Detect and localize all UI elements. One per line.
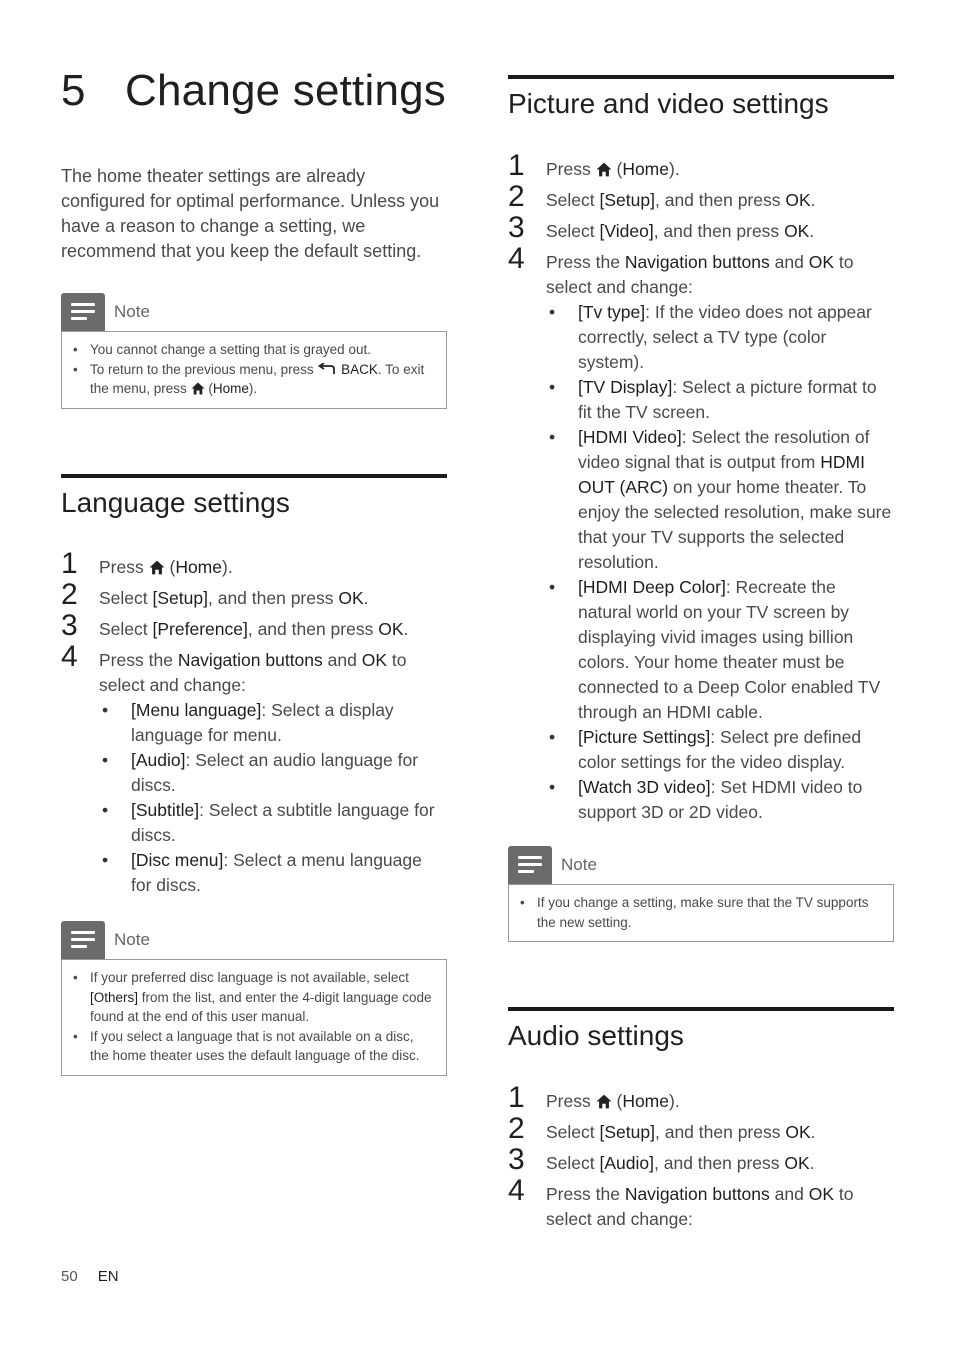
step-1: 1 Press (Home). [61,547,233,580]
home-icon [596,1094,612,1109]
note-header [508,846,894,884]
ok-label: OK [784,1153,810,1173]
step-3 [61,609,447,642]
option-item [546,425,894,575]
note-icon [61,293,105,331]
step-text: to select and change: [99,650,407,695]
option-item [546,300,894,375]
hdmi-out-label: HDMI OUT (ARC) [578,452,865,497]
option-desc: : Recreate the natural world on your TV screen by displaying vivid images using billion colors. Your home theater must be connected to a Deep Color enabled TV through an HDMI cable. [578,577,881,722]
audio-settings-section [508,1007,894,1238]
note-body [61,959,447,1076]
option-item [546,725,894,775]
step-number: 4 [508,1174,525,1207]
note-box-picture [508,846,894,942]
option-item [99,798,447,848]
menu-setup: [Setup] [599,1122,655,1142]
step-text: . [363,588,369,608]
option-item [99,848,447,898]
note-label: Note [114,930,150,949]
navigation-buttons-label: Navigation buttons [177,650,323,670]
intro-paragraph: The home theater settings are already configured for optimal performance. Unless you have a reason to change a setting, we recommend that you keep the default setting. [61,166,440,261]
step-text: Select [546,221,595,241]
step-text: Press [546,1091,591,1111]
step-number: 3 [508,211,525,244]
section-rule [508,1007,894,1011]
option-desc: : Select a subtitle language for discs. [131,800,435,845]
ok-label: OK [361,650,388,670]
chapter-title [61,66,446,116]
option-list [546,300,894,825]
menu-setup: [Setup] [599,190,655,210]
option-desc: : Select an audio language for discs. [131,750,419,795]
step-text: , and then press [654,1122,781,1142]
note-text: ). [248,381,258,396]
language-code: EN [97,1268,119,1285]
option-term: [Audio] [131,750,186,770]
step-text: Select [546,1122,595,1142]
step-text: . [809,221,815,241]
step-2 [508,1112,894,1145]
option-desc: : Select a menu language for discs. [131,850,422,895]
step-text: Select [99,619,148,639]
page-footer [61,1268,119,1285]
note-text: You cannot change a setting that is grayed out. [90,342,371,357]
menu-preference: [Preference] [152,619,248,639]
step-4 [508,242,894,825]
step-text: Press the [99,650,173,670]
step-text: , and then press [654,1153,780,1173]
step-text: and [327,650,357,670]
step-2 [61,578,447,611]
note-text: If your preferred disc language is not available, select [90,970,409,985]
note-icon [508,846,552,884]
step-text: ). [222,557,233,577]
note-item: • To return to the previous menu, press BACK. To exit the menu, press (Home). [72,360,434,399]
step-text: Select [99,588,148,608]
step-text: . [809,1153,815,1173]
step-text: ). [669,1091,680,1111]
chapter-title-text: Change settings [125,66,446,115]
language-settings-section [61,474,447,904]
option-term: [TV Display] [578,377,673,397]
note-body [508,884,894,942]
ok-label: OK [785,190,811,210]
option-term: [Menu language] [131,700,262,720]
back-label: BACK [341,361,378,377]
home-label: Home [622,159,669,179]
step-number: 2 [508,180,525,213]
step-text: , and then press [654,190,781,210]
option-item [546,775,894,825]
step-number: 3 [508,1143,525,1176]
note-body [61,331,447,409]
option-item [546,575,894,725]
step-text: Select [546,1153,595,1173]
note-box-general [61,293,447,409]
home-icon [596,162,612,177]
option-desc: : Select pre defined color settings for the video display. [578,727,862,772]
note-text: If you change a setting, make sure that the TV supports the new setting. [537,895,869,930]
step-4 [508,1174,894,1232]
step-number: 1 [61,547,78,580]
ok-label: OK [784,221,810,241]
step-number: 3 [61,609,78,642]
step-text: Press [546,159,591,179]
note-text: If you select a language that is not available on a disc, the home theater uses the default language of the disc. [90,1028,420,1063]
picture-video-settings-section [508,75,894,831]
step-number: 1 [508,1081,525,1114]
option-term: [Picture Settings] [578,727,711,747]
option-term: [Disc menu] [131,850,224,870]
step-text: , and then press [207,588,334,608]
step-1: 1 Press (Home). [508,1081,680,1114]
note-header [61,293,447,331]
step-text: and [774,252,804,272]
option-desc: on your home theater. To enjoy the selected resolution, make sure that your TV supports the selected resolution. [578,477,892,572]
chapter-number: 5 [61,66,86,115]
menu-video: [Video] [599,221,654,241]
option-desc: : Select a picture format to fit the TV screen. [578,377,877,422]
section-title: Language settings [61,487,290,518]
step-text: to select and change: [546,1184,854,1229]
step-number: 4 [61,640,78,673]
step-text: , and then press [247,619,374,639]
section-title: Audio settings [508,1020,684,1051]
step-text: ). [669,159,680,179]
step-number: 2 [508,1112,525,1145]
menu-setup: [Setup] [152,588,208,608]
ok-label: OK [808,1184,835,1204]
step-number: 2 [61,578,78,611]
step-text: Press the [546,1184,620,1204]
note-icon [61,921,105,959]
note-item [72,340,434,360]
step-text: Select [546,190,595,210]
option-term: [Subtitle] [131,800,200,820]
step-2 [508,180,894,213]
steps-list [61,547,447,898]
option-item [99,698,447,748]
step-number: 1 [508,149,525,182]
option-term: [Watch 3D video] [578,777,711,797]
home-label: Home [175,557,222,577]
section-rule [508,75,894,79]
back-icon [317,363,337,376]
home-label: Home [212,381,249,396]
option-desc: : Set HDMI video to support 3D or 2D video. [578,777,863,822]
ok-label: OK [785,1122,811,1142]
home-icon [191,382,205,395]
ok-label: OK [338,588,364,608]
step-4 [61,640,447,898]
step-3 [508,1143,894,1176]
steps-list [508,1081,894,1232]
navigation-buttons-label: Navigation buttons [624,1184,770,1204]
option-term: [HDMI Deep Color] [578,577,726,597]
step-number: 4 [508,242,525,275]
option-desc: : If the video does not appear correctly, select a TV type (color system). [578,302,872,372]
navigation-buttons-label: Navigation buttons [624,252,770,272]
note-label: Note [114,302,150,321]
page-number: 50 [61,1268,78,1285]
ok-label: OK [808,252,835,272]
option-term: [HDMI Video] [578,427,682,447]
option-desc: : Select the resolution of video signal that is output from [578,427,870,472]
step-text: and [774,1184,804,1204]
step-text: Press the [546,252,620,272]
step-3 [508,211,894,244]
option-item [546,375,894,425]
option-list [99,698,447,898]
menu-others: [Others] [90,989,139,1005]
step-text: . [810,1122,816,1142]
step-text: , and then press [653,221,780,241]
note-label: Note [561,855,597,874]
step-1: 1 Press (Home). [508,149,680,182]
section-rule [61,474,447,478]
home-label: Home [622,1091,669,1111]
note-header [61,921,447,959]
note-text: To return to the previous menu, press [90,361,314,377]
step-text: . [810,190,816,210]
ok-label: OK [378,619,404,639]
note-text: from the list, and enter the 4-digit language code found at the end of this user manual. [90,989,432,1024]
home-icon [149,560,165,575]
note-text: . To exit the menu, press [90,361,425,396]
section-title: Picture and video settings [508,88,829,119]
step-text: . [403,619,409,639]
option-item [99,748,447,798]
option-desc: : Select a display language for menu. [131,700,394,745]
note-box-language [61,921,447,1076]
note-item [72,968,434,1027]
note-item [72,1027,434,1066]
option-term: [Tv type] [578,302,646,322]
menu-audio: [Audio] [599,1153,654,1173]
step-text: Press [99,557,144,577]
step-text: to select and change: [546,252,854,297]
note-item [519,893,881,932]
steps-list [508,149,894,825]
